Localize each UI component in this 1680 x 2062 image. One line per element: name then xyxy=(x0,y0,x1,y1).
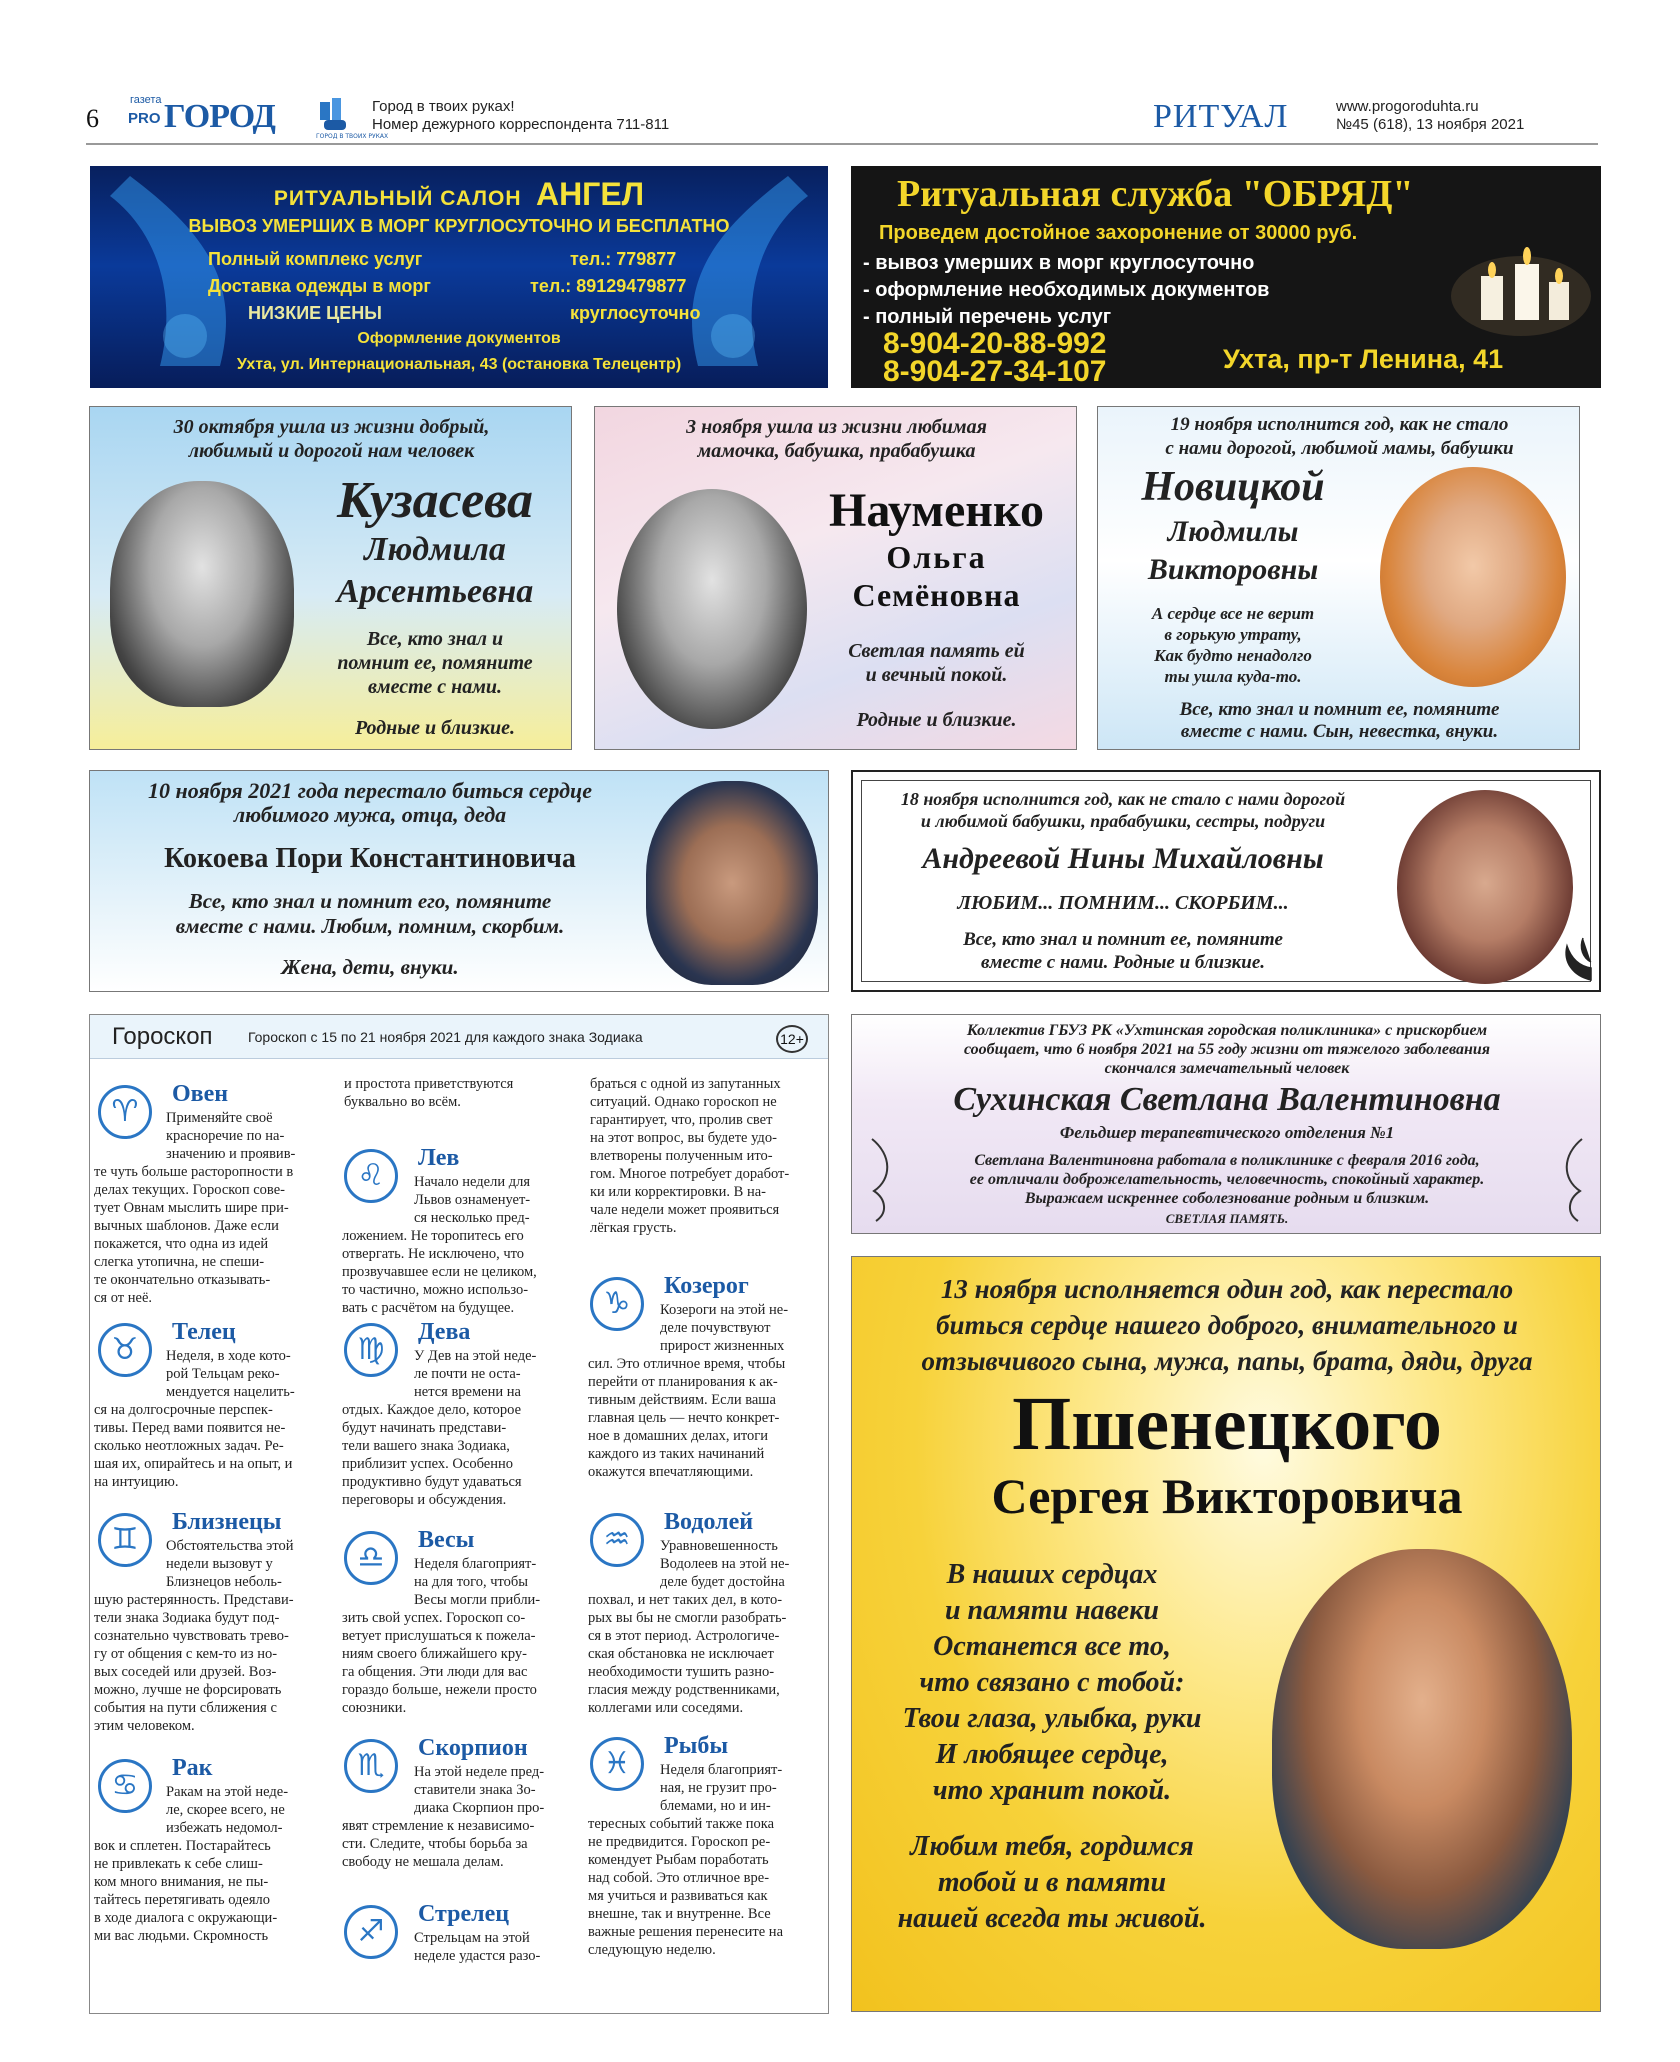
text-line: сти. Следите, чтобы борьба за xyxy=(342,1836,528,1852)
sign-text xyxy=(588,1537,824,1717)
text-line: лёгкая грусть. xyxy=(590,1220,677,1236)
text-line: делах текущих. Гороскоп сове- xyxy=(94,1182,285,1198)
text-line: союзники. xyxy=(342,1700,407,1716)
text-line: тобой и в памяти xyxy=(937,1867,1167,1898)
text-line: сознательно чувствовать трево- xyxy=(94,1628,289,1644)
text-line: Ракам на этой неде- xyxy=(166,1784,289,1800)
ad-obryad: Ритуальная служба "ОБРЯД" Проведем достойное захоронение от 30000 руб. - вывоз умерших в морг круглосуточно - оформление необходимых документов - полный перечень услуг 8-904-20-88-992 8-904-27-34-107 Ухта, пр-т Ленина, 41 xyxy=(851,166,1601,388)
text-line: на интуицию. xyxy=(94,1474,179,1490)
text-line: каждого из таких начинаний xyxy=(588,1446,765,1462)
text-line: и простота приветствуются xyxy=(344,1076,514,1092)
text-line: ская обстановка не исключает xyxy=(588,1646,774,1662)
text-line: окажутся впечатляющими. xyxy=(588,1464,754,1480)
text-line: что связано с тобой: xyxy=(919,1667,1185,1698)
text-line: вать с расчётом на будущее. xyxy=(342,1300,515,1316)
text-line: Львов ознаменует- xyxy=(414,1192,531,1208)
text-line: можно, лучше не форсировать xyxy=(94,1682,282,1698)
text-line: Применяйте своё xyxy=(166,1110,273,1126)
text-line: Неделя благоприят- xyxy=(414,1556,537,1572)
text-line: гласия между родственниками, xyxy=(588,1682,780,1698)
text-line: Останется все то, xyxy=(933,1631,1171,1662)
text-line: красноречие по на- xyxy=(166,1128,285,1144)
text-line: шую растерянность. Представи- xyxy=(94,1592,294,1608)
text-line: гом. Многое потребует доработ- xyxy=(590,1166,790,1182)
text-line: Стрельцам на этой xyxy=(414,1930,530,1946)
text-line: нется времени на xyxy=(414,1384,521,1400)
text-line: гу от общения с кем-то из но- xyxy=(94,1646,278,1662)
text-line: блемами, но и ин- xyxy=(660,1798,771,1814)
virgo-icon: ♍ xyxy=(344,1323,398,1377)
age-rating-badge: 12+ xyxy=(776,1025,808,1053)
sign-text xyxy=(588,1761,824,1959)
text-line: перейти от планирования к ак- xyxy=(588,1374,778,1390)
text-line: похвал, и нет таких дел, в кото- xyxy=(588,1592,783,1608)
text-line: ле почти не оста- xyxy=(414,1366,521,1382)
text-line: ся на долгосрочные перспек- xyxy=(94,1402,273,1418)
obituary-naumenko: 3 ноября ушла из жизни любимая мамочка, бабушка, прабабушка Науменко Ольга Семёновна Светлая память ей и вечный покой. Родные и близкие. xyxy=(594,406,1077,750)
text-line: тивы. Перед вами появится не- xyxy=(94,1420,286,1436)
sign-sagittarius: Стрелец xyxy=(418,1901,510,1927)
phone-1: 8-904-20-88-992 xyxy=(883,327,1107,360)
text-line: вых соседей или друзей. Воз- xyxy=(94,1664,277,1680)
text-line: ная, не грузит про- xyxy=(660,1780,777,1796)
sign-virgo: Дева xyxy=(418,1319,471,1345)
text-line: приблизит успех. Особенно xyxy=(342,1456,513,1472)
slogan: Город в твоих руках! xyxy=(372,98,515,115)
text-line: явят стремление к независимо- xyxy=(342,1818,535,1834)
text-line: коллегами или соседями. xyxy=(588,1700,744,1716)
text-line: Козероги на этой не- xyxy=(660,1302,789,1318)
newspaper-logo: газета PRO ГОРОД xyxy=(128,94,275,135)
sign-capricorn: Козерог xyxy=(664,1273,749,1299)
sign-text xyxy=(342,1929,578,1965)
text-line: внешне, так и внутренне. Все xyxy=(588,1906,771,1922)
portrait-photo xyxy=(617,489,807,729)
portrait-photo xyxy=(1380,467,1566,687)
text-line: ситуаций. Однако гороскоп не xyxy=(590,1094,777,1110)
text-line: шая их, опирайтесь и на опыт, и xyxy=(94,1456,293,1472)
sign-taurus: Телец xyxy=(172,1319,236,1345)
sign-text xyxy=(94,1347,330,1491)
obryad-address: Ухта, пр-т Ленина, 41 xyxy=(1223,344,1504,374)
sagittarius-icon: ♐ xyxy=(344,1905,398,1959)
text-line: ся несколько пред- xyxy=(414,1210,530,1226)
horoscope-title: Гороскоп xyxy=(112,1023,213,1050)
text-line: ся в этот период. Астрологиче- xyxy=(588,1628,780,1644)
text-line: сколько неотложных задач. Ре- xyxy=(94,1438,284,1454)
page-number: 6 xyxy=(86,104,99,133)
text-line: ветует прислушаться к пожела- xyxy=(342,1628,536,1644)
portrait-photo xyxy=(646,781,818,985)
text-line: не предвидится. Гороскоп ре- xyxy=(588,1834,771,1850)
text-line: деле почувствуют xyxy=(660,1320,771,1336)
portrait-photo xyxy=(1272,1549,1572,1949)
sign-text xyxy=(94,1109,330,1307)
text-line: Неделя, в ходе кото- xyxy=(166,1348,291,1364)
site-url: www.progoroduhta.ru xyxy=(1336,98,1479,115)
sign-text xyxy=(342,1173,578,1317)
text-line: рой Тельцам реко- xyxy=(166,1366,280,1382)
taurus-icon: ♉ xyxy=(98,1323,152,1377)
obituary-kuzaseva: 30 октября ушла из жизни добрый, любимый и дорогой нам человек Кузасева Людмила Арсентьевна Все, кто знал и помнит ее, помяните вместе с нами. Родные и близкие. xyxy=(89,406,572,750)
text-line: значению и проявив- xyxy=(166,1146,296,1162)
text-line: что хранит покой. xyxy=(932,1775,1172,1806)
text-line: свободу не мешала делам. xyxy=(342,1854,504,1870)
text-line: ся от неё. xyxy=(94,1290,153,1306)
text-line: на этот вопрос, вы будете удо- xyxy=(590,1130,777,1146)
text-line: тели знака Зодиака будут под- xyxy=(94,1610,280,1626)
text-line: Уравновешенность xyxy=(660,1538,778,1554)
text-line: избежать недомол- xyxy=(166,1820,283,1836)
obituary-sukhinskaya: Коллектив ГБУЗ РК «Ухтинская городская поликлиника» с прискорбием сообщает, что 6 ноября 2021 на 55 году жизни от тяжелого заболевания скончался замечательный человек Сухинская Светлана Валентиновна Фельдшер терапевтического отделения №1 Светлана Валентиновна работала в поликлинике с февраля 2016 года, ее отличали доброжелательность, человечность, спокойный характер. Выражаем искреннее соболезнование родным и близким. СВЕТЛАЯ ПАМЯТЬ. xyxy=(851,1014,1601,1234)
obituary-novitskoy: 19 ноября исполнится год, как не стало с нами дорогой, любимой мамы, бабушки Новицкой Людмилы Викторовны А сердце все не верит в горькую утрату, Как будто ненадолго ты ушла куда-то. Все, кто знал и помнит ее, помяните вместе с нами. Сын, невестка, внуки. xyxy=(1097,406,1580,750)
text-line: комендует Рыбам поработать xyxy=(588,1852,769,1868)
sign-text xyxy=(94,1783,330,1945)
libra-icon: ♎ xyxy=(344,1531,398,1585)
text-line: тели вашего знака Зодиака, xyxy=(342,1438,510,1454)
text-line: зить свой успех. Гороскоп со- xyxy=(342,1610,526,1626)
text-line: Начало недели для xyxy=(414,1174,531,1190)
text-line: над собой. Это отличное вре- xyxy=(588,1870,770,1886)
issue-info: №45 (618), 13 ноября 2021 xyxy=(1336,116,1525,133)
ornament-icon xyxy=(1533,922,1593,982)
text-line: гораздо больше, нежели просто xyxy=(342,1682,537,1698)
poem-ending xyxy=(872,1829,1232,1937)
text-line: тует Овнам мыслить шире при- xyxy=(94,1200,289,1216)
horoscope-subtitle: Гороскоп с 15 по 21 ноября 2021 для каждого знака Зодиака xyxy=(248,1029,643,1045)
text-line: ное в домашних делах, итоги xyxy=(588,1428,768,1444)
text-line: прозвучавшее если не целиком, xyxy=(342,1264,537,1280)
text-line: тайтесь перетягивать одеяло xyxy=(94,1892,271,1908)
obituary-pshenetsky: 13 ноября исполняется один год, как перестало биться сердце нашего доброго, внимательного и отзывчивого сына, мужа, папы, брата, дяди, друга Пшенецкого Сергея Викторовича В наших сердцах и памяти навеки Останется все то, что связано с тобой: Твои глаза, улыбка, руки И любящее сердце, что хранит покой. Любим тебя, гордимся тобой и в памяти нашей всегда ты живой. xyxy=(851,1256,1601,2012)
text-line: в ходе диалога с окружающи- xyxy=(94,1910,278,1926)
obituary-kokoev: 10 ноября 2021 года перестало биться сердце любимого мужа, отца, деда Кокоева Пори Константиновича Все, кто знал и помнит его, помяните вместе с нами. Любим, помним, скорбим. Жена, дети, внуки. xyxy=(89,770,829,992)
text-line: чале недели может проявиться xyxy=(590,1202,780,1218)
text-line: браться с одной из запутанных xyxy=(590,1076,781,1092)
text-line: те чуть больше расторопности в xyxy=(94,1164,294,1180)
text-line: переговоры и обсуждения. xyxy=(342,1492,507,1508)
text-line: события на пути сближения с xyxy=(94,1700,277,1716)
text-line: Любим тебя, гордимся xyxy=(910,1831,1194,1862)
candles-icon xyxy=(1451,236,1591,336)
scorpio-icon: ♏ xyxy=(344,1739,398,1793)
text-line: на для того, чтобы xyxy=(414,1574,529,1590)
leo-icon: ♌ xyxy=(344,1149,398,1203)
text-line: диака Скорпион про- xyxy=(414,1800,545,1816)
text-line: мя учиться и развиваться как xyxy=(588,1888,768,1904)
text-line: покажется, что одна из идей xyxy=(94,1236,269,1252)
text-line: продуктивно будут удаваться xyxy=(342,1474,522,1490)
text-line: следующую неделю. xyxy=(588,1942,716,1958)
text-line: У Дев на этой неде- xyxy=(414,1348,537,1364)
gemini-icon: ♊ xyxy=(98,1513,152,1567)
portrait-photo xyxy=(110,481,294,707)
text-line: ниям своего ближайшего кру- xyxy=(342,1646,527,1662)
sign-text xyxy=(588,1301,824,1481)
text-line: те окончательно отказывать- xyxy=(94,1272,271,1288)
text-line: важные решения перенесите на xyxy=(588,1924,783,1940)
ornament-right-icon xyxy=(1552,1135,1592,1225)
text-line: буквально во всём. xyxy=(344,1094,461,1110)
text-line: Весы могли прибли- xyxy=(414,1592,541,1608)
obituary-andreeva: 18 ноября исполнится год, как не стало с нами дорогой и любимой бабушки, прабабушки, сестры, подруги Андреевой Нины Михайловны ЛЮБИМ... ПОМНИМ... СКОРБИМ... Все, кто знал и помнит ее, помяните вместе с нами. Родные и близкие. xyxy=(851,770,1601,992)
sign-cancer: Рак xyxy=(172,1755,213,1781)
cancer-icon: ♋ xyxy=(98,1759,152,1813)
sign-scorpio: Скорпион xyxy=(418,1735,528,1761)
sign-text xyxy=(342,1555,578,1717)
text-line: прирост жизненных xyxy=(660,1338,785,1354)
text-line: Обстоятельства этой xyxy=(166,1538,294,1554)
text-line: ми вас людьми. Скромность xyxy=(94,1928,269,1944)
text-line: ком много внимания, не пы- xyxy=(94,1874,269,1890)
text-line: влетворены полученным ито- xyxy=(590,1148,773,1164)
sign-libra: Весы xyxy=(418,1527,475,1553)
text-line: отвергать. Не исключено, что xyxy=(342,1246,525,1262)
text-line: отдых. Каждое дело, которое xyxy=(342,1402,522,1418)
text-line: этим человеком. xyxy=(94,1718,195,1734)
aries-icon: ♈ xyxy=(98,1085,152,1139)
text-line: неделе удастся разо- xyxy=(414,1948,541,1964)
sign-aquarius: Водолей xyxy=(664,1509,754,1535)
aquarius-icon: ♒ xyxy=(590,1513,644,1567)
text-line: ки или корректировки. В на- xyxy=(590,1184,766,1200)
city-hand-icon xyxy=(310,98,389,140)
sign-text xyxy=(342,1763,578,1871)
text-line: будут начинать представи- xyxy=(342,1420,507,1436)
text-line: главная цель — нечто конкрет- xyxy=(588,1410,780,1426)
text-line: сил. Это отличное время, чтобы xyxy=(588,1356,786,1372)
section-title: РИТУАЛ xyxy=(1153,98,1289,135)
text-line: вок и сплетен. Постарайтесь xyxy=(94,1838,271,1854)
duty-phone: Номер дежурного корреспондента 711-811 xyxy=(372,116,670,133)
text-line: слегка утопична, не спеши- xyxy=(94,1254,265,1270)
text-line: На этой неделе пред- xyxy=(414,1764,545,1780)
text-line: И любящее сердце, xyxy=(935,1739,1169,1770)
sign-leo: Лев xyxy=(418,1145,460,1171)
text-line: рых вы бы не смогли разобрать- xyxy=(588,1610,787,1626)
text-line: тересных событий также пока xyxy=(588,1816,775,1832)
text-line: гарантирует, что, пролив свет xyxy=(590,1112,773,1128)
text-line: Водолеев на этой не- xyxy=(660,1556,790,1572)
sign-text xyxy=(342,1347,578,1509)
text-line: недели вызовут у xyxy=(166,1556,273,1572)
text-line: то частично, можно использо- xyxy=(342,1282,529,1298)
text-line: Близнецов неболь- xyxy=(166,1574,282,1590)
text-line: Твои глаза, улыбка, руки xyxy=(902,1703,1202,1734)
sign-text xyxy=(94,1537,330,1735)
capricorn-icon: ♑ xyxy=(590,1277,644,1331)
text-line: и памяти навеки xyxy=(944,1595,1159,1626)
pisces-icon: ♓ xyxy=(590,1737,644,1791)
sign-aries: Овен xyxy=(172,1081,229,1107)
text-line: деле будет достойна xyxy=(660,1574,785,1590)
text-line: вычных шаблонов. Даже если xyxy=(94,1218,279,1234)
svg-text:ГОРОД В ТВОИХ РУКАХ: ГОРОД В ТВОИХ РУКАХ xyxy=(316,133,389,140)
phone-2: 8-904-27-34-107 xyxy=(883,355,1107,388)
poem xyxy=(872,1557,1232,1809)
text-line: га общения. Эти люди для вас xyxy=(342,1664,528,1680)
horoscope-section xyxy=(89,1014,829,2014)
text-line: ле, скорее всего, не xyxy=(166,1802,285,1818)
sign-pisces: Рыбы xyxy=(664,1733,729,1759)
text-line: необходимости тушить разно- xyxy=(588,1664,775,1680)
text-line: Неделя благоприят- xyxy=(660,1762,783,1778)
sign-gemini: Близнецы xyxy=(172,1509,282,1535)
text-line: В наших сердцах xyxy=(946,1559,1158,1590)
text-line: тивным действиям. Если ваша xyxy=(588,1392,776,1408)
text-line: ставители знака Зо- xyxy=(414,1782,536,1798)
ad-angel: РИТУАЛЬНЫЙ САЛОН АНГЕЛ ВЫВОЗ УМЕРШИХ В МОРГ КРУГЛОСУТОЧНО И БЕСПЛАТНО Полный комплекс услуг Доставка одежды в морг НИЗКИЕ ЦЕНЫ тел.: 779877 тел.: 89129479877 круглосуточно Оформление документов Ухта, ул. Интернациональная, 43 (остановка Телецентр) xyxy=(90,166,828,388)
sign-text xyxy=(344,1075,580,1111)
text-line: ложением. Не торопитесь его xyxy=(342,1228,524,1244)
text-line: мендуется нацелить- xyxy=(166,1384,295,1400)
sign-text xyxy=(590,1075,826,1237)
header-rule xyxy=(86,143,1598,145)
text-line: нашей всегда ты живой. xyxy=(897,1903,1207,1934)
ornament-left-icon xyxy=(862,1135,902,1225)
text-line: не привлекать к себе слиш- xyxy=(94,1856,263,1872)
